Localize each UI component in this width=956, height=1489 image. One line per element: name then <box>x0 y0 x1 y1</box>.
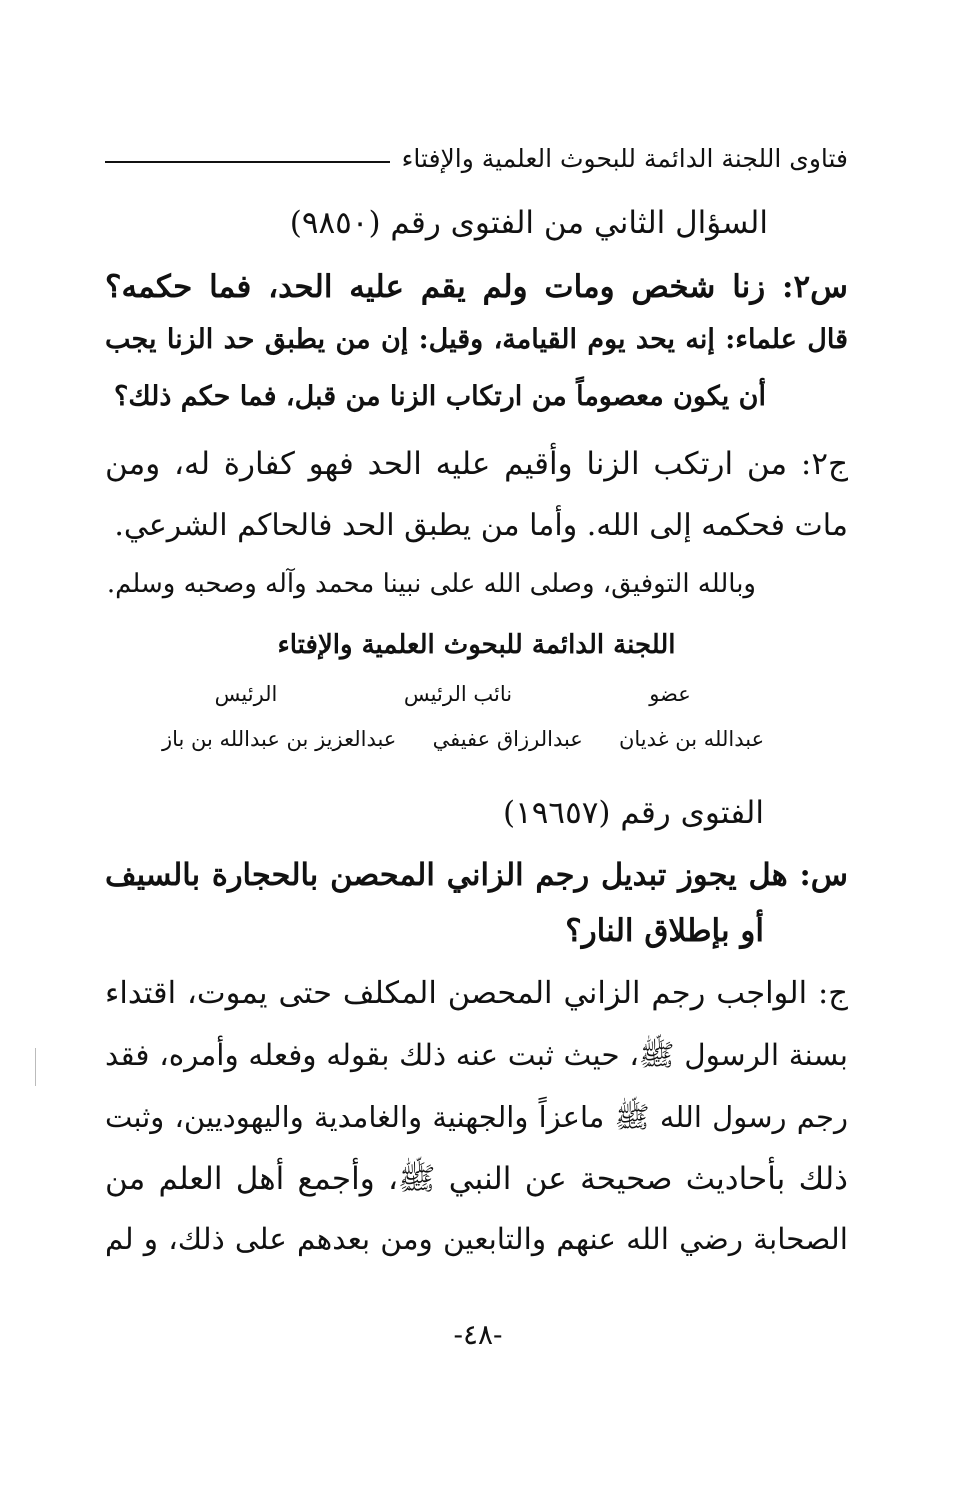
fatwa-19657-heading: الفتوى رقم (١٩٦٥٧) <box>503 795 764 831</box>
margin-mark <box>35 1048 36 1086</box>
signature-roles <box>140 682 776 706</box>
fatwa-answer-line-4: ذلك بأحاديث صحيحة عن النبي ﷺ، وأجمع أهل العلم من <box>105 1161 848 1197</box>
header-rule <box>105 161 390 163</box>
fatwa-answer-line-1: ج: الواجب رجم الزاني المحصن المكلف حتى يموت، اقتداء <box>105 976 848 1011</box>
name-member: عبدالله بن غديان <box>618 727 765 751</box>
fatwa-question-line-2: أو بإطلاق النار؟ <box>565 913 764 949</box>
fatwa-answer-line-2: بسنة الرسول ﷺ، حيث ثبت عنه ذلك بقوله وفعله وأمره، فقد <box>105 1038 848 1072</box>
answer-2-line-1: ج٢: من ارتكب الزنا وأقيم عليه الحد فهو كفارة له، ومن <box>105 446 848 482</box>
fatwa-answer-line-5: الصحابة رضي الله عنهم والتابعين ومن بعدهم على ذلك، و لم <box>105 1222 848 1256</box>
fatwa-answer-line-3: رجم رسول الله ﷺ ماعزاً والجهنية والغامدية واليهوديين، وثبت <box>105 1100 848 1134</box>
question-2-line-2: قال علماء: إنه يحد يوم القيامة، وقيل: إن من يطبق حد الزنا يجب <box>105 324 848 355</box>
signature-names <box>150 727 776 751</box>
question-2-heading: السؤال الثاني من الفتوى رقم (٩٨٥٠) <box>289 205 768 241</box>
role-president: الرئيس <box>214 682 278 706</box>
page-number: -٤٨- <box>453 1318 503 1351</box>
answer-2-line-2: مات فحكمه إلى الله. وأما من يطبق الحد فالحاكم الشرعي. <box>114 508 848 543</box>
question-2-line-3: أن يكون معصوماً من ارتكاب الزنا من قبل، فما حكم ذلك؟ <box>114 381 766 412</box>
header-title: فتاوى اللجنة الدائمة للبحوث العلمية والإفتاء <box>401 143 848 173</box>
running-header <box>105 138 848 178</box>
committee-name: اللجنة الدائمة للبحوث العلمية والإفتاء <box>277 630 676 660</box>
role-member: عضو <box>649 682 691 706</box>
fatwa-question-line-1: س: هل يجوز تبديل رجم الزاني المحصن بالحجارة بالسيف <box>105 857 848 893</box>
name-vice-president: عبدالرزاق عفيفي <box>432 727 583 751</box>
question-2-line-1: س٢: زنا شخص ومات ولم يقم عليه الحد، فما حكمه؟ <box>105 269 848 305</box>
role-vice-president: نائب الرئيس <box>403 682 513 706</box>
name-president: عبدالعزيز بن عبدالله بن باز <box>161 727 397 751</box>
closing-formula: وبالله التوفيق، وصلى الله على نبينا محمد وآله وصحبه وسلم. <box>106 569 756 599</box>
